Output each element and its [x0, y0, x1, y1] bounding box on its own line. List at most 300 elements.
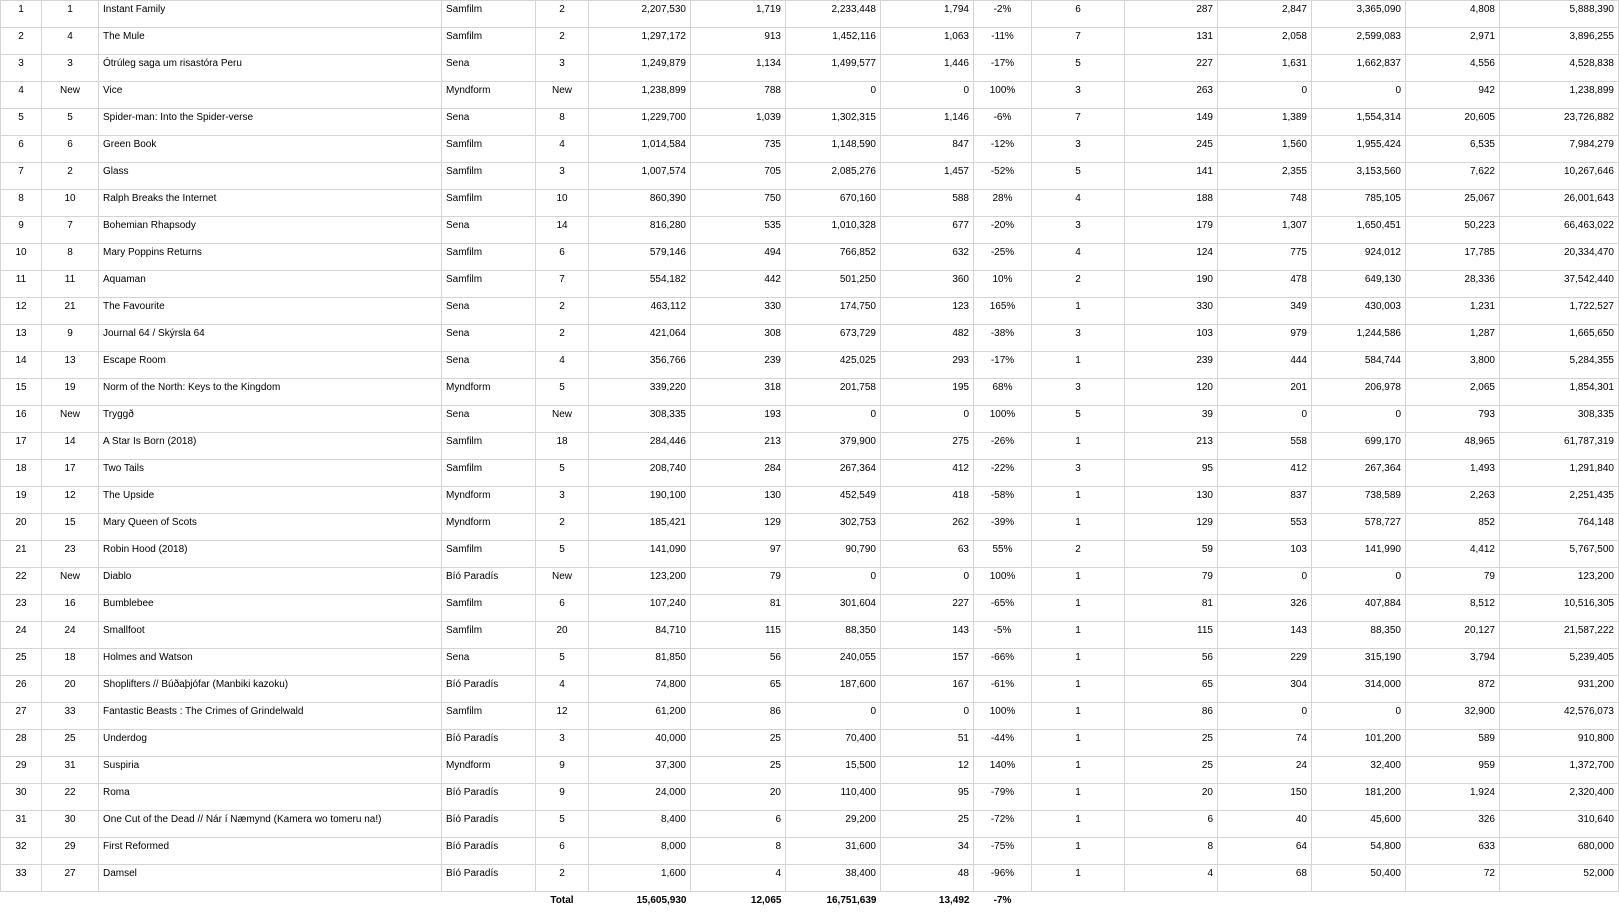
avg-cell[interactable]: 179 [1125, 217, 1218, 244]
title-cell[interactable]: Diablo [99, 568, 442, 595]
change-cell[interactable]: 165% [974, 298, 1032, 325]
total-gross-cell[interactable]: 181,200 [1312, 784, 1406, 811]
cumulative-cell[interactable]: 308,335 [1500, 406, 1619, 433]
distributor-cell[interactable]: Bíó Paradís [442, 784, 536, 811]
prev-gross-cell[interactable]: 2,085,276 [786, 163, 881, 190]
avg-cell[interactable]: 330 [1125, 298, 1218, 325]
gross-cell[interactable]: 190,100 [589, 487, 691, 514]
prev-total-cell[interactable]: 68 [1218, 865, 1312, 892]
prev-total-cell[interactable]: 2,847 [1218, 1, 1312, 28]
screens-cell[interactable]: 1 [1032, 298, 1125, 325]
prev-total-cell[interactable]: 837 [1218, 487, 1312, 514]
last-week-rank-cell[interactable]: 25 [42, 730, 99, 757]
prev-gross-cell[interactable]: 452,549 [786, 487, 881, 514]
total-gross-cell[interactable]: 32,400 [1312, 757, 1406, 784]
cumulative-cell[interactable]: 1,854,301 [1500, 379, 1619, 406]
change-cell[interactable]: 55% [974, 541, 1032, 568]
admissions-cell[interactable]: 79 [691, 568, 786, 595]
cumulative-cell[interactable]: 10,267,646 [1500, 163, 1619, 190]
total-admissions-cell[interactable]: 1,493 [1406, 460, 1500, 487]
screens-cell[interactable]: 3 [1032, 82, 1125, 109]
title-cell[interactable]: Ralph Breaks the Internet [99, 190, 442, 217]
title-cell[interactable]: Norm of the North: Keys to the Kingdom [99, 379, 442, 406]
change-cell[interactable]: 140% [974, 757, 1032, 784]
gross-cell[interactable]: 24,000 [589, 784, 691, 811]
weeks-cell[interactable]: 5 [536, 541, 589, 568]
cumulative-cell[interactable]: 2,251,435 [1500, 487, 1619, 514]
avg-cell[interactable]: 8 [1125, 838, 1218, 865]
screens-cell[interactable]: 2 [1032, 541, 1125, 568]
weeks-cell[interactable]: 9 [536, 757, 589, 784]
gross-cell[interactable]: 74,800 [589, 676, 691, 703]
change-cell[interactable]: 100% [974, 703, 1032, 730]
rank-cell[interactable]: 22 [1, 568, 42, 595]
table-row[interactable] [1, 541, 1619, 568]
avg-cell[interactable]: 149 [1125, 109, 1218, 136]
cumulative-cell[interactable]: 66,463,022 [1500, 217, 1619, 244]
weeks-cell[interactable]: 8 [536, 109, 589, 136]
table-row[interactable] [1, 298, 1619, 325]
table-row[interactable] [1, 514, 1619, 541]
table-row[interactable] [1, 406, 1619, 433]
screens-cell[interactable]: 3 [1032, 217, 1125, 244]
rank-cell[interactable]: 1 [1, 1, 42, 28]
table-row[interactable] [1, 379, 1619, 406]
prev-total-cell[interactable]: 304 [1218, 676, 1312, 703]
distributor-cell[interactable]: Samfilm [442, 703, 536, 730]
last-week-rank-cell[interactable]: 30 [42, 811, 99, 838]
last-week-rank-cell[interactable]: 14 [42, 433, 99, 460]
total-gross-cell[interactable]: 1,662,837 [1312, 55, 1406, 82]
gross-cell[interactable]: 40,000 [589, 730, 691, 757]
gross-cell[interactable]: 1,238,899 [589, 82, 691, 109]
title-cell[interactable]: Bumblebee [99, 595, 442, 622]
admissions-cell[interactable]: 25 [691, 757, 786, 784]
prev-total-cell[interactable]: 979 [1218, 325, 1312, 352]
change-cell[interactable]: -6% [974, 109, 1032, 136]
prev-admissions-cell[interactable]: 0 [881, 568, 974, 595]
avg-cell[interactable]: 124 [1125, 244, 1218, 271]
admissions-cell[interactable]: 1,039 [691, 109, 786, 136]
prev-admissions-cell[interactable]: 63 [881, 541, 974, 568]
distributor-cell[interactable]: Samfilm [442, 433, 536, 460]
admissions-cell[interactable]: 86 [691, 703, 786, 730]
prev-gross-cell[interactable]: 501,250 [786, 271, 881, 298]
prev-total-cell[interactable]: 558 [1218, 433, 1312, 460]
cumulative-cell[interactable]: 4,528,838 [1500, 55, 1619, 82]
prev-total-cell[interactable]: 553 [1218, 514, 1312, 541]
total-gross-cell[interactable]: 315,190 [1312, 649, 1406, 676]
prev-admissions-cell[interactable]: 157 [881, 649, 974, 676]
prev-gross-cell[interactable]: 267,364 [786, 460, 881, 487]
total-gross-cell[interactable]: 924,012 [1312, 244, 1406, 271]
avg-cell[interactable]: 59 [1125, 541, 1218, 568]
gross-cell[interactable]: 1,229,700 [589, 109, 691, 136]
rank-cell[interactable]: 29 [1, 757, 42, 784]
distributor-cell[interactable]: Samfilm [442, 190, 536, 217]
prev-admissions-cell[interactable]: 1,446 [881, 55, 974, 82]
rank-cell[interactable]: 19 [1, 487, 42, 514]
screens-cell[interactable]: 3 [1032, 325, 1125, 352]
title-cell[interactable]: Aquaman [99, 271, 442, 298]
cumulative-cell[interactable]: 1,291,840 [1500, 460, 1619, 487]
total-admissions-cell[interactable]: 1,287 [1406, 325, 1500, 352]
total-admissions-cell[interactable]: 32,900 [1406, 703, 1500, 730]
admissions-cell[interactable]: 20 [691, 784, 786, 811]
rank-cell[interactable]: 21 [1, 541, 42, 568]
table-row[interactable] [1, 352, 1619, 379]
prev-admissions-cell[interactable]: 51 [881, 730, 974, 757]
prev-total-cell[interactable]: 2,058 [1218, 28, 1312, 55]
total-admissions-cell[interactable]: 1,924 [1406, 784, 1500, 811]
weeks-cell[interactable]: 6 [536, 244, 589, 271]
cumulative-cell[interactable]: 23,726,882 [1500, 109, 1619, 136]
title-cell[interactable]: Journal 64 / Skýrsla 64 [99, 325, 442, 352]
title-cell[interactable]: Mary Queen of Scots [99, 514, 442, 541]
title-cell[interactable]: Damsel [99, 865, 442, 892]
last-week-rank-cell[interactable]: 22 [42, 784, 99, 811]
admissions-cell[interactable]: 8 [691, 838, 786, 865]
avg-cell[interactable]: 227 [1125, 55, 1218, 82]
avg-cell[interactable]: 4 [1125, 865, 1218, 892]
prev-admissions-cell[interactable]: 275 [881, 433, 974, 460]
last-week-rank-cell[interactable]: 6 [42, 136, 99, 163]
admissions-cell[interactable]: 284 [691, 460, 786, 487]
total-gross-cell[interactable]: 649,130 [1312, 271, 1406, 298]
distributor-cell[interactable]: Myndform [442, 379, 536, 406]
admissions-cell[interactable]: 56 [691, 649, 786, 676]
admissions-cell[interactable]: 6 [691, 811, 786, 838]
change-cell[interactable]: -61% [974, 676, 1032, 703]
screens-cell[interactable]: 6 [1032, 1, 1125, 28]
rank-cell[interactable]: 16 [1, 406, 42, 433]
prev-admissions-cell[interactable]: 1,794 [881, 1, 974, 28]
total-gross-cell[interactable]: 206,978 [1312, 379, 1406, 406]
gross-cell[interactable]: 2,207,530 [589, 1, 691, 28]
prev-admissions-cell[interactable]: 262 [881, 514, 974, 541]
last-week-rank-cell[interactable]: 8 [42, 244, 99, 271]
cumulative-cell[interactable]: 910,800 [1500, 730, 1619, 757]
gross-cell[interactable]: 308,335 [589, 406, 691, 433]
avg-cell[interactable]: 263 [1125, 82, 1218, 109]
screens-cell[interactable]: 1 [1032, 568, 1125, 595]
prev-total-cell[interactable]: 0 [1218, 82, 1312, 109]
admissions-cell[interactable]: 913 [691, 28, 786, 55]
admissions-cell[interactable]: 318 [691, 379, 786, 406]
prev-total-cell[interactable]: 2,355 [1218, 163, 1312, 190]
distributor-cell[interactable]: Samfilm [442, 622, 536, 649]
gross-cell[interactable]: 1,007,574 [589, 163, 691, 190]
title-cell[interactable]: Ótrúleg saga um risastóra Peru [99, 55, 442, 82]
change-cell[interactable]: -17% [974, 55, 1032, 82]
cumulative-cell[interactable]: 931,200 [1500, 676, 1619, 703]
total-admissions-cell[interactable]: 20,127 [1406, 622, 1500, 649]
title-cell[interactable]: Robin Hood (2018) [99, 541, 442, 568]
total-admissions-cell[interactable]: 959 [1406, 757, 1500, 784]
table-row[interactable] [1, 730, 1619, 757]
cumulative-cell[interactable]: 5,767,500 [1500, 541, 1619, 568]
cumulative-cell[interactable]: 3,896,255 [1500, 28, 1619, 55]
weeks-cell[interactable]: 3 [536, 163, 589, 190]
distributor-cell[interactable]: Bíó Paradís [442, 568, 536, 595]
avg-cell[interactable]: 131 [1125, 28, 1218, 55]
gross-cell[interactable]: 356,766 [589, 352, 691, 379]
prev-admissions-cell[interactable]: 167 [881, 676, 974, 703]
weeks-cell[interactable]: 5 [536, 460, 589, 487]
title-cell[interactable]: Spider-man: Into the Spider-verse [99, 109, 442, 136]
prev-gross-cell[interactable]: 201,758 [786, 379, 881, 406]
prev-gross-cell[interactable]: 29,200 [786, 811, 881, 838]
prev-admissions-cell[interactable]: 847 [881, 136, 974, 163]
title-cell[interactable]: Glass [99, 163, 442, 190]
total-gross-cell[interactable]: 1,554,314 [1312, 109, 1406, 136]
rank-cell[interactable]: 8 [1, 190, 42, 217]
distributor-cell[interactable]: Samfilm [442, 460, 536, 487]
last-week-rank-cell[interactable]: 29 [42, 838, 99, 865]
prev-admissions-cell[interactable]: 0 [881, 406, 974, 433]
rank-cell[interactable]: 17 [1, 433, 42, 460]
avg-cell[interactable]: 79 [1125, 568, 1218, 595]
change-cell[interactable]: -38% [974, 325, 1032, 352]
cumulative-cell[interactable]: 2,320,400 [1500, 784, 1619, 811]
change-cell[interactable]: -44% [974, 730, 1032, 757]
title-cell[interactable]: Underdog [99, 730, 442, 757]
change-cell[interactable]: 10% [974, 271, 1032, 298]
change-cell[interactable]: -75% [974, 838, 1032, 865]
total-admissions-cell[interactable]: 3,794 [1406, 649, 1500, 676]
prev-admissions-cell[interactable]: 143 [881, 622, 974, 649]
total-gross-cell[interactable]: 3,365,090 [1312, 1, 1406, 28]
distributor-cell[interactable]: Bíó Paradís [442, 865, 536, 892]
rank-cell[interactable]: 13 [1, 325, 42, 352]
title-cell[interactable]: Vice [99, 82, 442, 109]
gross-cell[interactable]: 1,297,172 [589, 28, 691, 55]
distributor-cell[interactable]: Bíó Paradís [442, 811, 536, 838]
table-row[interactable] [1, 811, 1619, 838]
total-gross-cell[interactable]: 785,105 [1312, 190, 1406, 217]
total-gross-cell[interactable]: 141,990 [1312, 541, 1406, 568]
avg-cell[interactable]: 81 [1125, 595, 1218, 622]
prev-gross-cell[interactable]: 174,750 [786, 298, 881, 325]
screens-cell[interactable]: 1 [1032, 811, 1125, 838]
total-admissions-cell[interactable]: 2,065 [1406, 379, 1500, 406]
last-week-rank-cell[interactable]: 3 [42, 55, 99, 82]
screens-cell[interactable]: 1 [1032, 352, 1125, 379]
title-cell[interactable]: Two Tails [99, 460, 442, 487]
last-week-rank-cell[interactable]: New [42, 406, 99, 433]
avg-cell[interactable]: 103 [1125, 325, 1218, 352]
prev-gross-cell[interactable]: 31,600 [786, 838, 881, 865]
avg-cell[interactable]: 141 [1125, 163, 1218, 190]
distributor-cell[interactable]: Myndform [442, 487, 536, 514]
weeks-cell[interactable]: 3 [536, 487, 589, 514]
prev-gross-cell[interactable]: 673,729 [786, 325, 881, 352]
prev-admissions-cell[interactable]: 1,063 [881, 28, 974, 55]
distributor-cell[interactable]: Bíó Paradís [442, 838, 536, 865]
prev-total-cell[interactable]: 1,560 [1218, 136, 1312, 163]
avg-cell[interactable]: 130 [1125, 487, 1218, 514]
prev-admissions-cell[interactable]: 123 [881, 298, 974, 325]
avg-cell[interactable]: 25 [1125, 757, 1218, 784]
total-gross-cell[interactable]: 430,003 [1312, 298, 1406, 325]
change-cell[interactable]: -26% [974, 433, 1032, 460]
last-week-rank-cell[interactable]: 24 [42, 622, 99, 649]
screens-cell[interactable]: 1 [1032, 676, 1125, 703]
weeks-cell[interactable]: 2 [536, 325, 589, 352]
prev-gross-cell[interactable]: 1,010,328 [786, 217, 881, 244]
weeks-cell[interactable]: 10 [536, 190, 589, 217]
gross-cell[interactable]: 579,146 [589, 244, 691, 271]
cumulative-cell[interactable]: 1,372,700 [1500, 757, 1619, 784]
cumulative-cell[interactable]: 52,000 [1500, 865, 1619, 892]
prev-gross-cell[interactable]: 379,900 [786, 433, 881, 460]
gross-cell[interactable]: 208,740 [589, 460, 691, 487]
admissions-cell[interactable]: 705 [691, 163, 786, 190]
table-row[interactable] [1, 838, 1619, 865]
title-cell[interactable]: Escape Room [99, 352, 442, 379]
weeks-cell[interactable]: 12 [536, 703, 589, 730]
prev-total-cell[interactable]: 349 [1218, 298, 1312, 325]
distributor-cell[interactable]: Myndform [442, 757, 536, 784]
weeks-cell[interactable]: 4 [536, 352, 589, 379]
last-week-rank-cell[interactable]: 12 [42, 487, 99, 514]
title-cell[interactable]: First Reformed [99, 838, 442, 865]
prev-gross-cell[interactable]: 70,400 [786, 730, 881, 757]
screens-cell[interactable]: 3 [1032, 136, 1125, 163]
prev-admissions-cell[interactable]: 360 [881, 271, 974, 298]
total-admissions-cell[interactable]: 942 [1406, 82, 1500, 109]
last-week-rank-cell[interactable]: 10 [42, 190, 99, 217]
total-gross-cell[interactable]: 267,364 [1312, 460, 1406, 487]
admissions-cell[interactable]: 130 [691, 487, 786, 514]
admissions-cell[interactable]: 735 [691, 136, 786, 163]
admissions-cell[interactable]: 4 [691, 865, 786, 892]
prev-admissions-cell[interactable]: 588 [881, 190, 974, 217]
distributor-cell[interactable]: Samfilm [442, 163, 536, 190]
table-row[interactable] [1, 109, 1619, 136]
total-admissions-cell[interactable]: 2,971 [1406, 28, 1500, 55]
screens-cell[interactable]: 5 [1032, 55, 1125, 82]
prev-total-cell[interactable]: 74 [1218, 730, 1312, 757]
admissions-cell[interactable]: 442 [691, 271, 786, 298]
rank-cell[interactable]: 28 [1, 730, 42, 757]
total-gross-cell[interactable]: 0 [1312, 406, 1406, 433]
avg-cell[interactable]: 188 [1125, 190, 1218, 217]
admissions-cell[interactable]: 213 [691, 433, 786, 460]
distributor-cell[interactable]: Bíó Paradís [442, 676, 536, 703]
prev-gross-cell[interactable]: 90,790 [786, 541, 881, 568]
title-cell[interactable]: Smallfoot [99, 622, 442, 649]
weeks-cell[interactable]: 2 [536, 298, 589, 325]
prev-total-cell[interactable]: 1,631 [1218, 55, 1312, 82]
rank-cell[interactable]: 10 [1, 244, 42, 271]
change-cell[interactable]: -11% [974, 28, 1032, 55]
prev-gross-cell[interactable]: 15,500 [786, 757, 881, 784]
change-cell[interactable]: -65% [974, 595, 1032, 622]
admissions-cell[interactable]: 788 [691, 82, 786, 109]
prev-admissions-cell[interactable]: 95 [881, 784, 974, 811]
last-week-rank-cell[interactable]: New [42, 568, 99, 595]
table-row[interactable] [1, 487, 1619, 514]
total-gross-cell[interactable]: 1,955,424 [1312, 136, 1406, 163]
last-week-rank-cell[interactable]: 21 [42, 298, 99, 325]
table-row[interactable] [1, 460, 1619, 487]
total-admissions-cell[interactable]: 48,965 [1406, 433, 1500, 460]
avg-cell[interactable]: 190 [1125, 271, 1218, 298]
screens-cell[interactable]: 7 [1032, 109, 1125, 136]
prev-admissions-cell[interactable]: 227 [881, 595, 974, 622]
prev-admissions-cell[interactable]: 412 [881, 460, 974, 487]
distributor-cell[interactable]: Bíó Paradís [442, 730, 536, 757]
gross-cell[interactable]: 421,064 [589, 325, 691, 352]
table-row[interactable] [1, 649, 1619, 676]
total-gross-cell[interactable]: 45,600 [1312, 811, 1406, 838]
gross-cell[interactable]: 8,000 [589, 838, 691, 865]
screens-cell[interactable]: 1 [1032, 595, 1125, 622]
change-cell[interactable]: -20% [974, 217, 1032, 244]
total-admissions-cell[interactable]: 589 [1406, 730, 1500, 757]
gross-cell[interactable]: 8,400 [589, 811, 691, 838]
table-row[interactable] [1, 703, 1619, 730]
title-cell[interactable]: Instant Family [99, 1, 442, 28]
gross-cell[interactable]: 1,014,584 [589, 136, 691, 163]
last-week-rank-cell[interactable]: 13 [42, 352, 99, 379]
distributor-cell[interactable]: Myndform [442, 82, 536, 109]
last-week-rank-cell[interactable]: 5 [42, 109, 99, 136]
cumulative-cell[interactable]: 310,640 [1500, 811, 1619, 838]
gross-cell[interactable]: 185,421 [589, 514, 691, 541]
prev-gross-cell[interactable]: 1,499,577 [786, 55, 881, 82]
distributor-cell[interactable]: Sena [442, 55, 536, 82]
screens-cell[interactable]: 1 [1032, 487, 1125, 514]
admissions-cell[interactable]: 65 [691, 676, 786, 703]
distributor-cell[interactable]: Sena [442, 352, 536, 379]
prev-admissions-cell[interactable]: 0 [881, 82, 974, 109]
prev-total-cell[interactable]: 150 [1218, 784, 1312, 811]
weeks-cell[interactable]: 4 [536, 136, 589, 163]
distributor-cell[interactable]: Samfilm [442, 136, 536, 163]
change-cell[interactable]: -58% [974, 487, 1032, 514]
rank-cell[interactable]: 26 [1, 676, 42, 703]
gross-cell[interactable]: 61,200 [589, 703, 691, 730]
cumulative-cell[interactable]: 7,984,279 [1500, 136, 1619, 163]
total-gross-cell[interactable]: 699,170 [1312, 433, 1406, 460]
weeks-cell[interactable]: 5 [536, 649, 589, 676]
prev-gross-cell[interactable]: 1,148,590 [786, 136, 881, 163]
weeks-cell[interactable]: New [536, 82, 589, 109]
cumulative-cell[interactable]: 1,722,527 [1500, 298, 1619, 325]
avg-cell[interactable]: 115 [1125, 622, 1218, 649]
screens-cell[interactable]: 7 [1032, 28, 1125, 55]
screens-cell[interactable]: 1 [1032, 838, 1125, 865]
weeks-cell[interactable]: 7 [536, 271, 589, 298]
rank-cell[interactable]: 4 [1, 82, 42, 109]
weeks-cell[interactable]: 9 [536, 784, 589, 811]
avg-cell[interactable]: 20 [1125, 784, 1218, 811]
total-gross-cell[interactable]: 314,000 [1312, 676, 1406, 703]
admissions-cell[interactable]: 330 [691, 298, 786, 325]
prev-admissions-cell[interactable]: 48 [881, 865, 974, 892]
change-cell[interactable]: -5% [974, 622, 1032, 649]
gross-cell[interactable]: 284,446 [589, 433, 691, 460]
change-cell[interactable]: 100% [974, 568, 1032, 595]
table-row[interactable] [1, 136, 1619, 163]
title-cell[interactable]: Mary Poppins Returns [99, 244, 442, 271]
title-cell[interactable]: One Cut of the Dead // Nár í Næmynd (Kamera wo tomeru na!) [99, 811, 442, 838]
table-row[interactable] [1, 676, 1619, 703]
avg-cell[interactable]: 86 [1125, 703, 1218, 730]
weeks-cell[interactable]: 5 [536, 811, 589, 838]
